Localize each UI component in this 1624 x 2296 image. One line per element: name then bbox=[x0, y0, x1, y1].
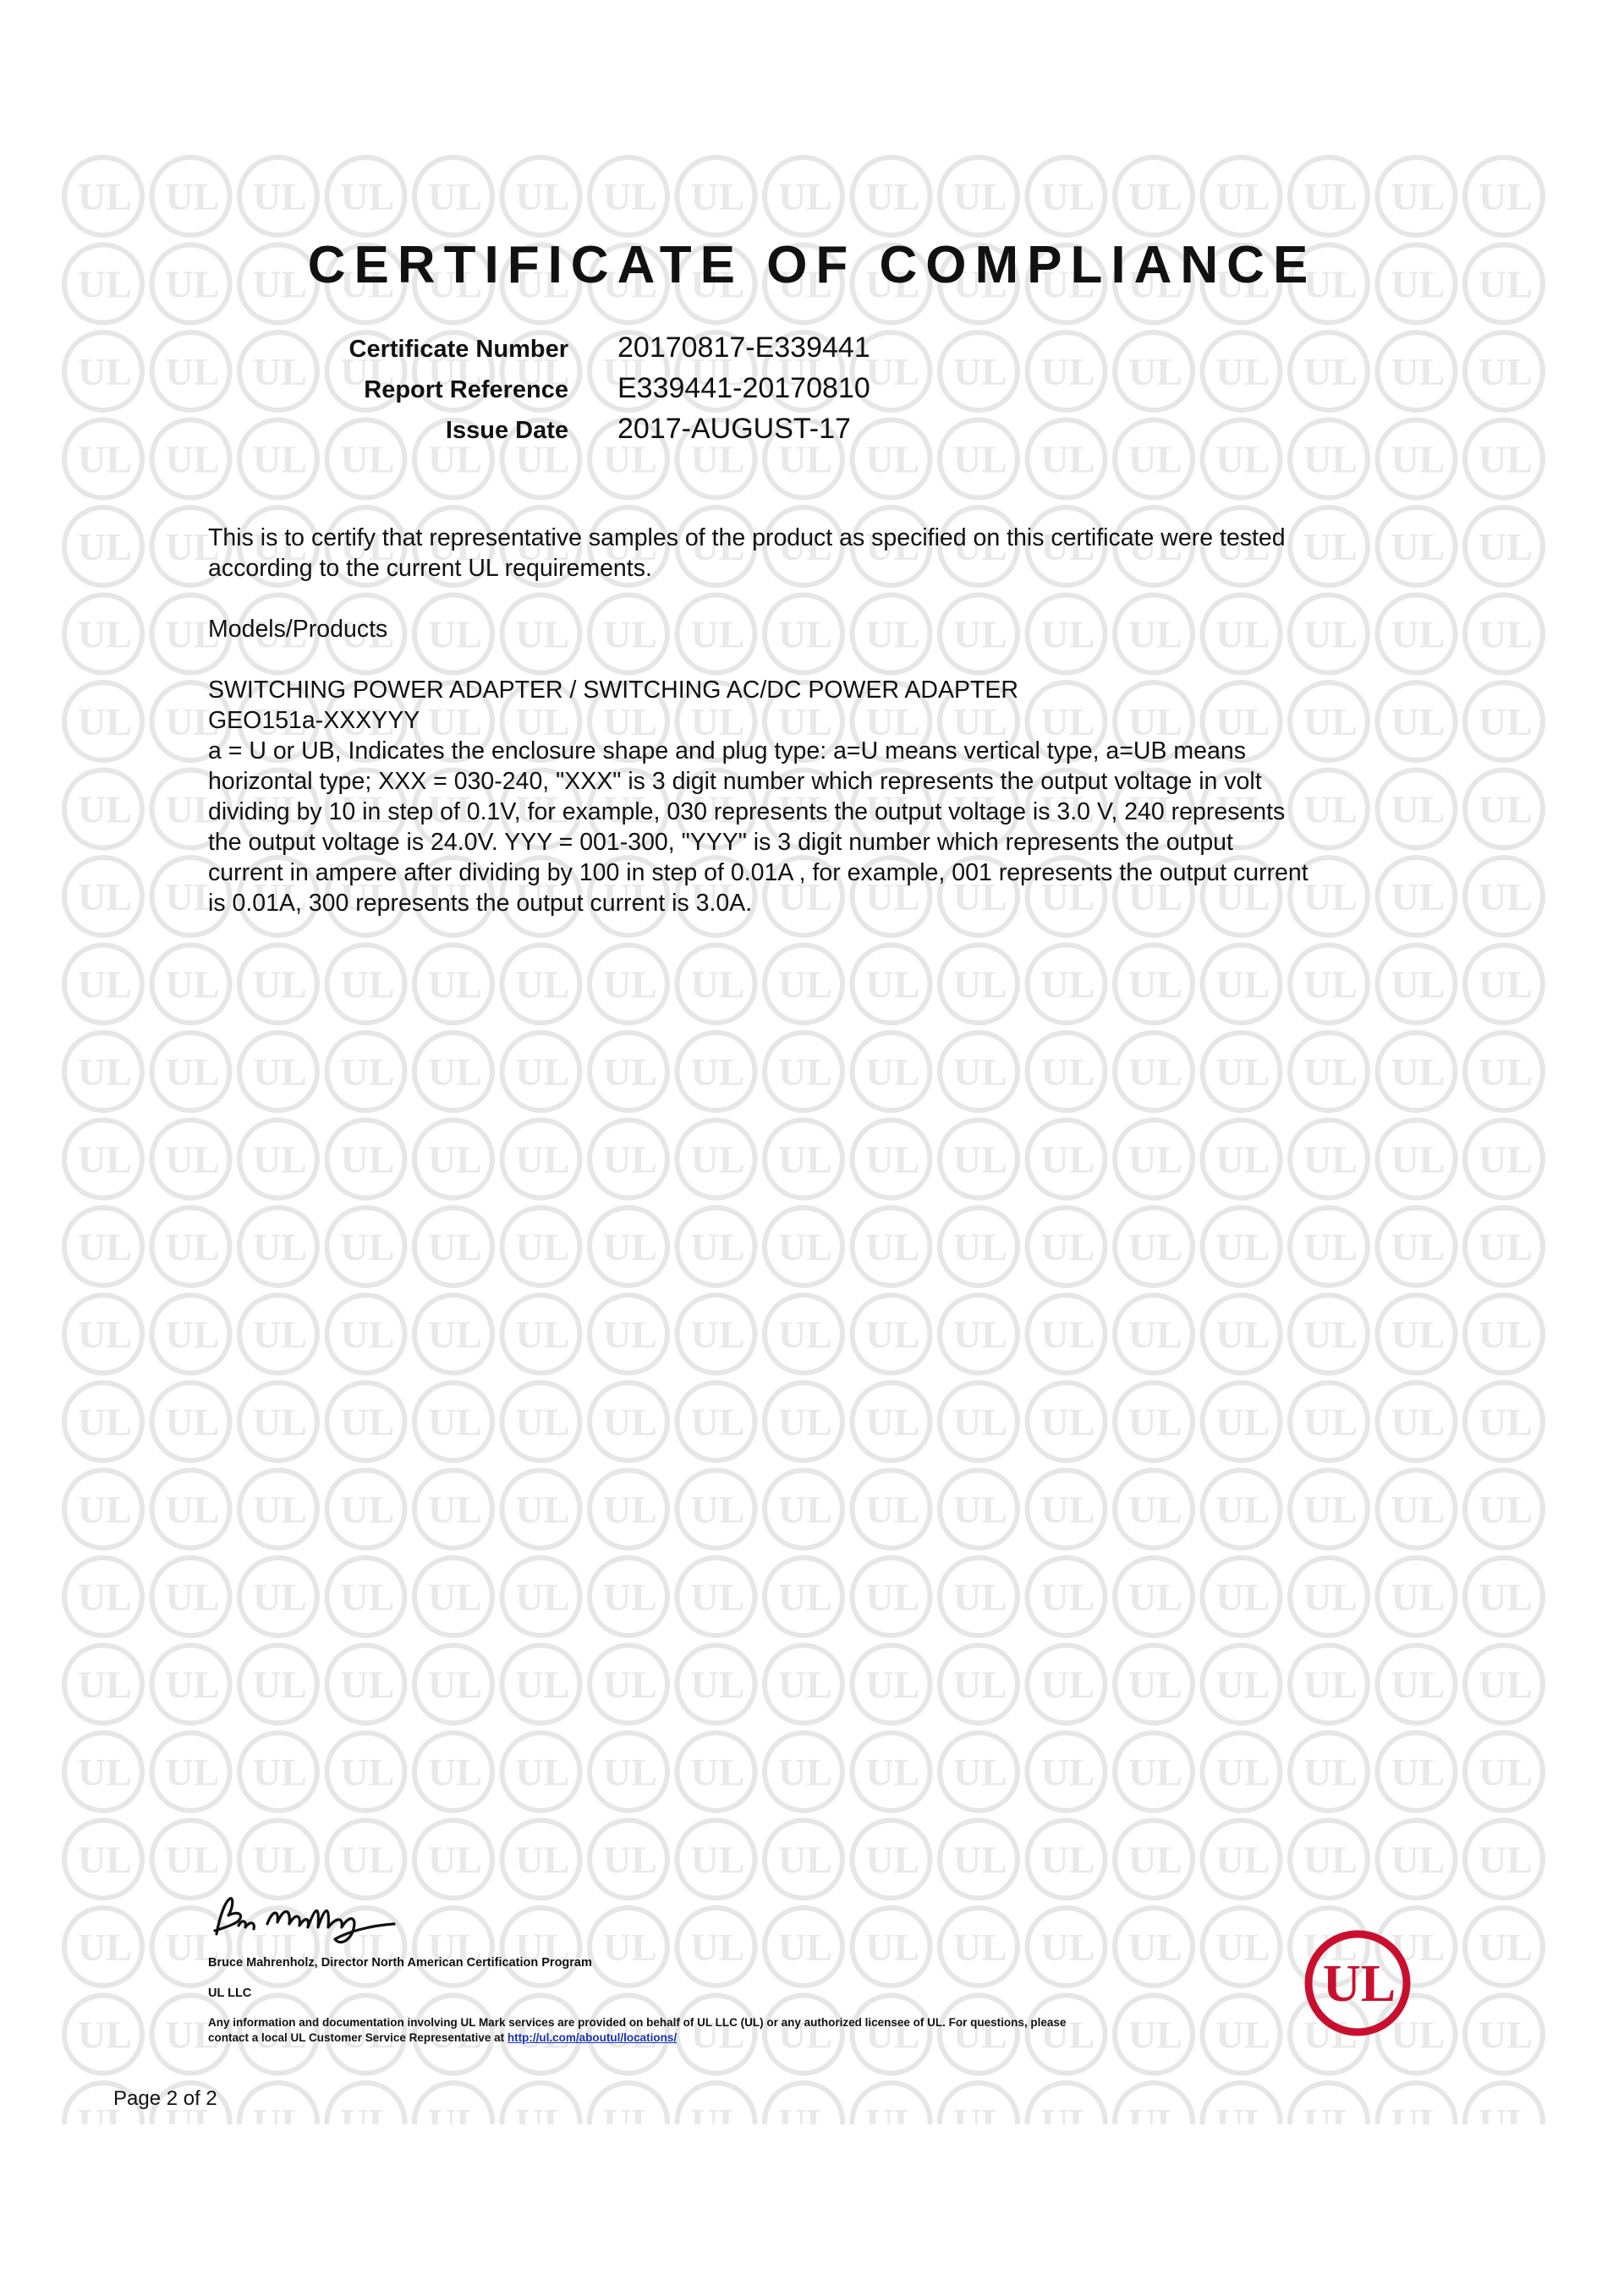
description-line: a = U or UB, Indicates the enclosure shape and plug type: a=U means vertical type, a=UB means bbox=[208, 737, 1246, 764]
report-reference-row bbox=[254, 372, 1100, 413]
certificate-number-label: Certificate Number bbox=[348, 336, 568, 363]
legal-footer bbox=[208, 2015, 1257, 2046]
description-line: the output voltage is 24.0V. YYY = 001-300, "YYY" is 3 digit number which represents the output bbox=[208, 829, 1233, 856]
report-reference-label: Report Reference bbox=[364, 376, 568, 403]
certificate-title: CERTIFICATE OF COMPLIANCE bbox=[307, 236, 1317, 294]
legal-footer-line-2: contact a local UL Customer Service Representative at bbox=[208, 2031, 508, 2044]
description-line: current in ampere after dividing by 100 in step of 0.01A , for example, 001 represents the output current bbox=[208, 859, 1309, 886]
issue-date-row bbox=[254, 413, 1100, 453]
page-number: Page 2 of 2 bbox=[113, 2087, 217, 2110]
signature-block bbox=[208, 1890, 1257, 2046]
certificate-number-value: 20170817-E339441 bbox=[617, 332, 870, 364]
description-line: horizontal type; XXX = 030-240, "XXX" is 3 digit number which represents the output voltage in volt bbox=[208, 768, 1262, 795]
handwritten-signature bbox=[208, 1890, 428, 1949]
models-heading: Models/Products bbox=[208, 616, 388, 643]
description-line: dividing by 10 in step of 0.1V, for example, 030 represents the output voltage is 3.0 V, 240 represents bbox=[208, 798, 1286, 825]
locations-link[interactable]: http://ul.com/aboutul/locations/ bbox=[507, 2031, 678, 2044]
product-name: SWITCHING POWER ADAPTER / SWITCHING AC/DC POWER ADAPTER bbox=[208, 677, 1018, 704]
issue-date-label: Issue Date bbox=[445, 417, 568, 444]
certificate-meta bbox=[254, 332, 1100, 453]
report-reference-value: E339441-20170810 bbox=[617, 372, 870, 404]
company-name: UL LLC bbox=[208, 1986, 252, 2000]
ul-logo-text: UL bbox=[1322, 1955, 1396, 2013]
issue-date-value: 2017-AUGUST-17 bbox=[617, 413, 851, 445]
certification-statement bbox=[208, 523, 1443, 584]
legal-footer-line-1: Any information and documentation involving UL Mark services are provided on behalf of UL LLC (UL) or any authorized licensee of UL. For questions, please bbox=[208, 2016, 1067, 2029]
certificate-body bbox=[208, 523, 1443, 918]
certification-statement-line-2: according to the current UL requirements. bbox=[208, 555, 652, 582]
certification-statement-line-1: This is to certify that representative samples of the product as specified on this certificate were tested bbox=[208, 524, 1286, 551]
model-number: GEO151a-XXXYYY bbox=[208, 707, 420, 734]
description-line: is 0.01A, 300 represents the output current is 3.0A. bbox=[208, 890, 753, 917]
signer-name: Bruce Mahrenholz, Director North American Certification Program bbox=[208, 1956, 592, 1970]
certificate-number-row bbox=[254, 332, 1100, 372]
ul-logo-icon bbox=[1303, 1928, 1413, 2038]
